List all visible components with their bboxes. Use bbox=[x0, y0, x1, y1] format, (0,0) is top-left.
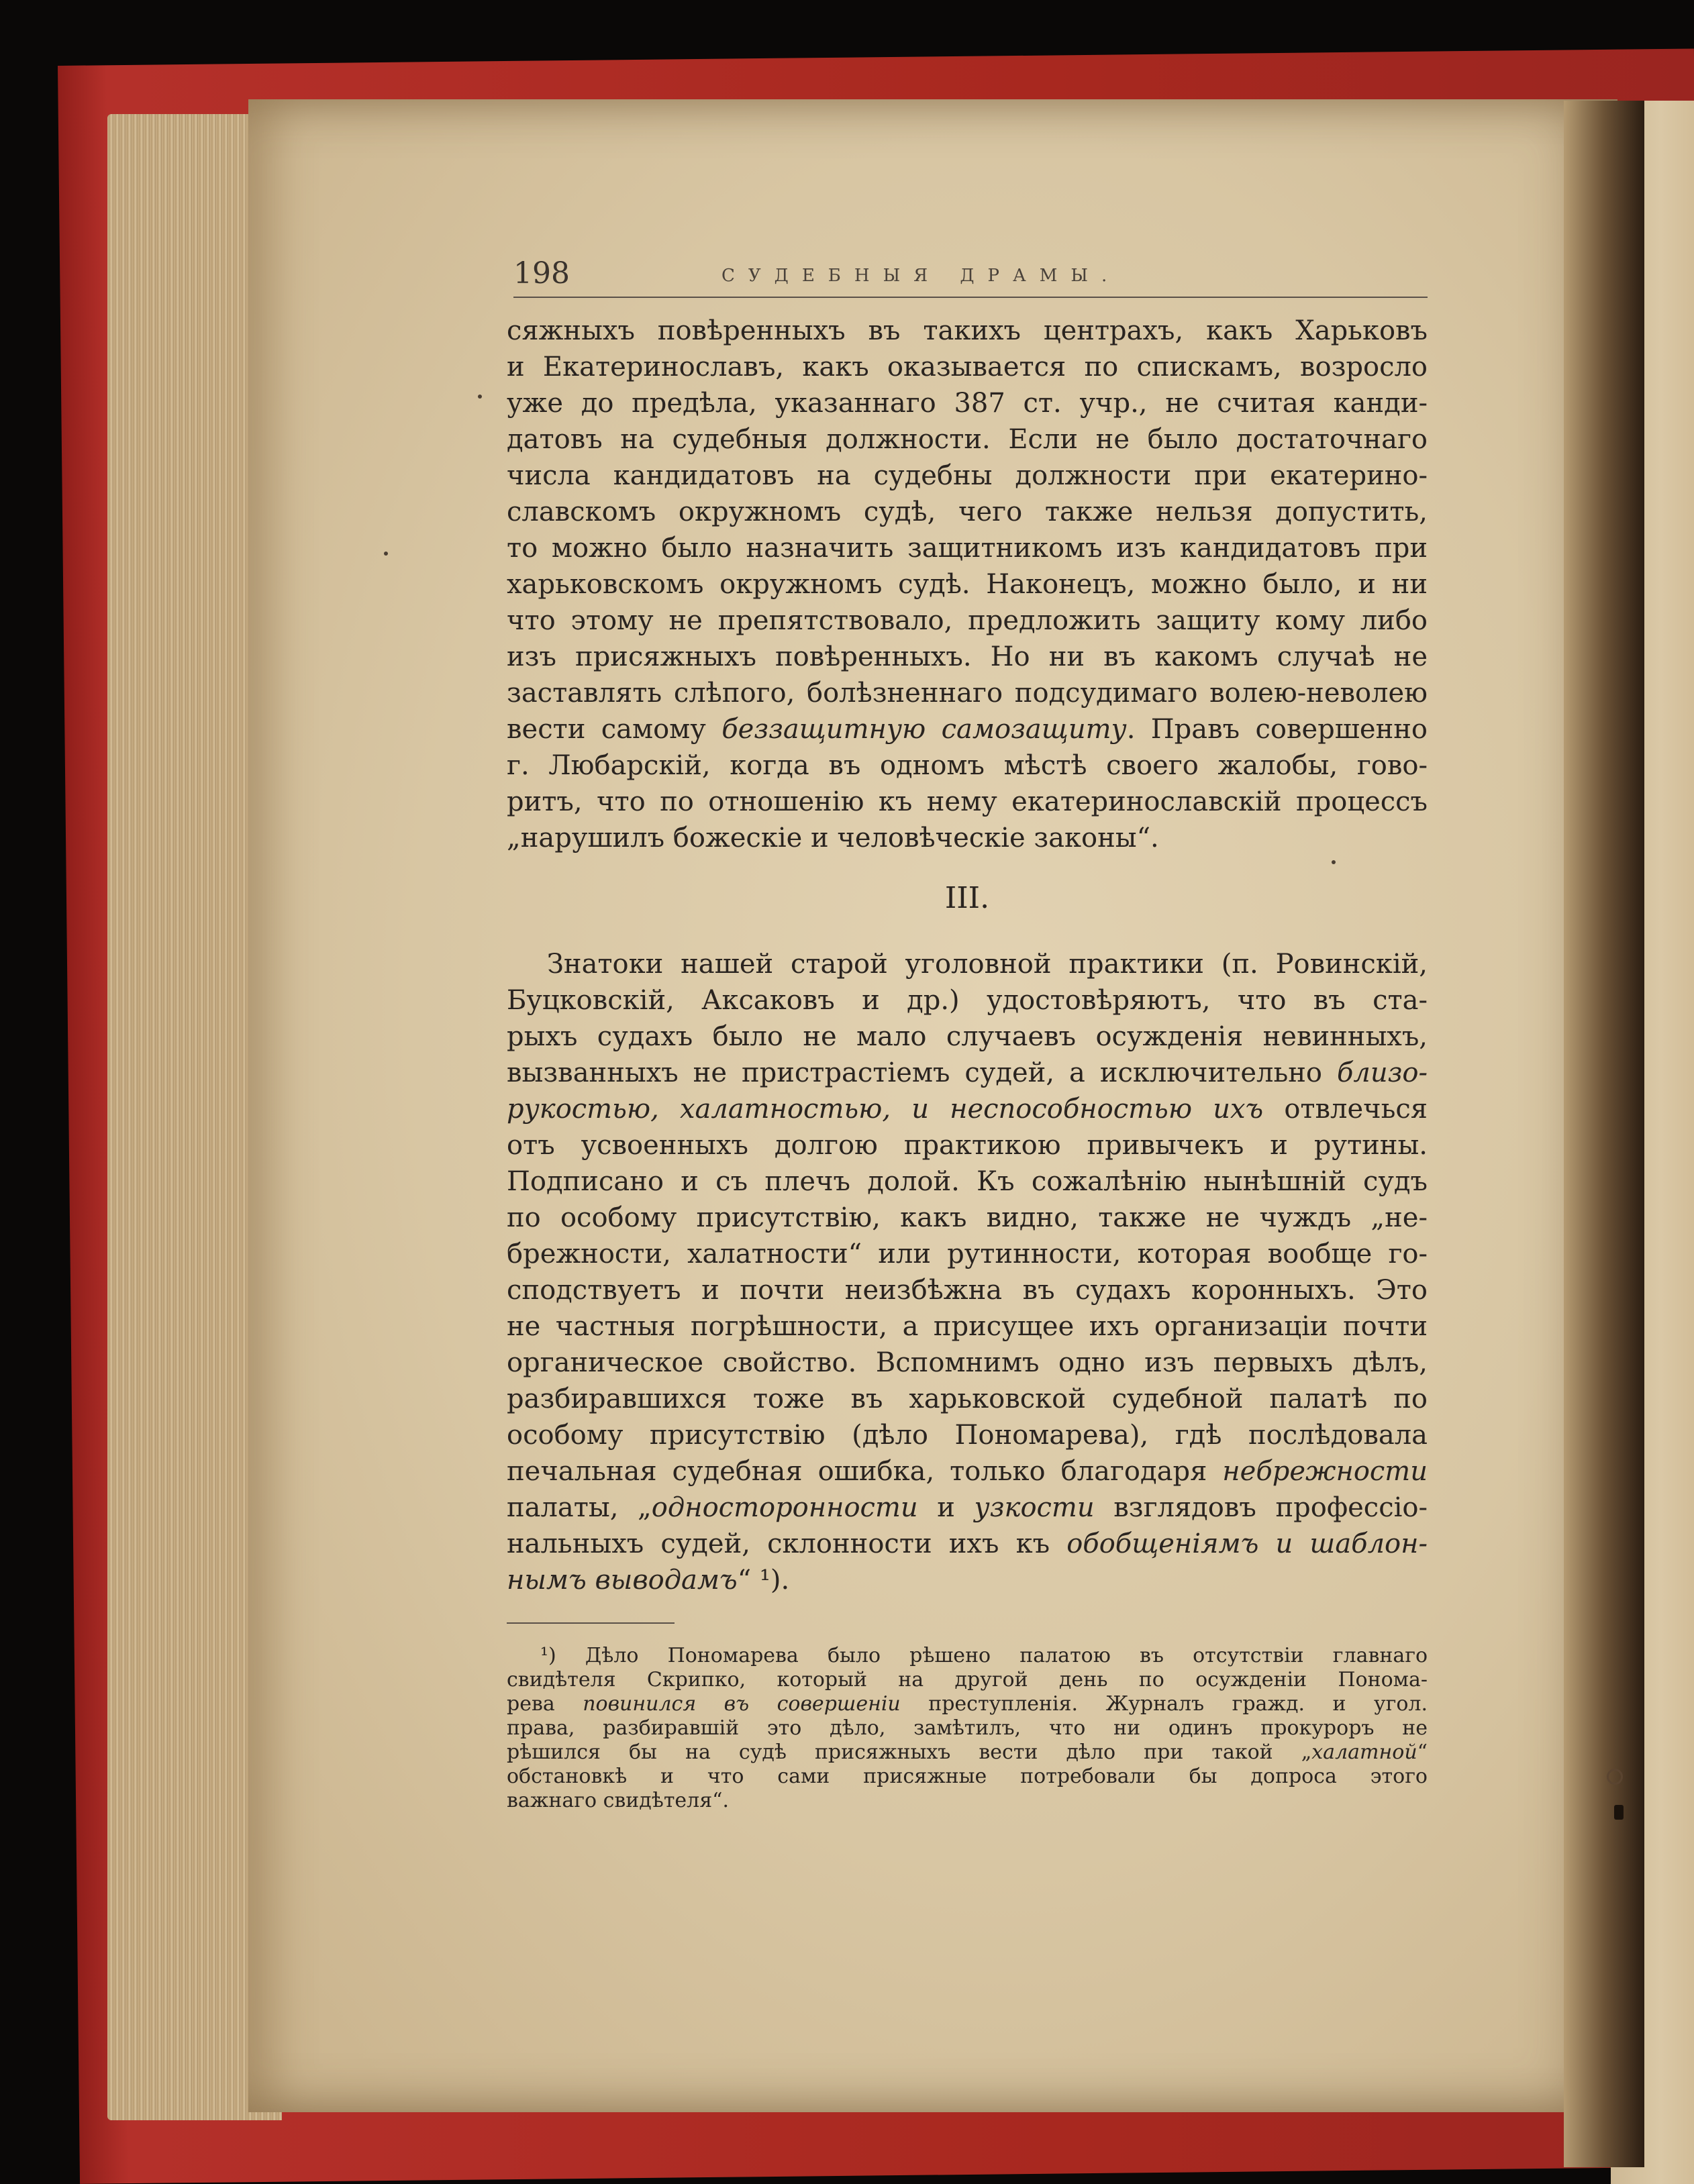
emphasis-text: повинился въ совершеніи bbox=[583, 1692, 901, 1716]
text-line: разбиравшихся тоже въ харьковской судебной палатѣ по bbox=[507, 1384, 1428, 1414]
text-line: то можно было назначить защитникомъ изъ кандидатовъ при bbox=[507, 533, 1428, 564]
page-number: 198 bbox=[513, 256, 570, 291]
gutter bbox=[1564, 101, 1644, 2167]
text-run: преступленія. Журналъ гражд. и угол. bbox=[900, 1692, 1428, 1716]
text-line: Буцковскій, Аксаковъ и др.) удостовѣряютъ, что въ ста- bbox=[507, 985, 1428, 1016]
text-line bbox=[507, 1453, 1428, 1490]
text-line: заставлять слѣпого, болѣзненнаго подсудимаго волею-неволею bbox=[507, 678, 1428, 709]
text-line bbox=[507, 1490, 1428, 1526]
page-mark bbox=[1607, 1769, 1623, 1785]
text-run: рѣшился бы на судѣ присяжныхъ вести дѣло при такой „ bbox=[507, 1740, 1312, 1764]
text-line: сяжныхъ повѣренныхъ въ такихъ центрахъ, какъ Харьковъ bbox=[507, 315, 1428, 346]
text-line bbox=[507, 1091, 1428, 1127]
text-line: уже до предѣла, указаннаго 387 ст. учр., не считая канди- bbox=[507, 388, 1428, 419]
text-line: не частныя погрѣшности, а присущее ихъ организаціи почти bbox=[507, 1311, 1428, 1342]
page-mark bbox=[1614, 1805, 1624, 1820]
footnote-line bbox=[507, 1692, 1428, 1716]
text-line: датовъ на судебныя должности. Если не было достаточнаго bbox=[507, 424, 1428, 455]
text-line bbox=[507, 1562, 1428, 1598]
text-run: и bbox=[917, 1492, 975, 1523]
emphasis-text: односторонности bbox=[651, 1492, 918, 1523]
text-line: сподствуетъ и почти неизбѣжна въ судахъ коронныхъ. Это bbox=[507, 1275, 1428, 1306]
text-line: органическое свойство. Вспомнимъ одно изъ первыхъ дѣлъ, bbox=[507, 1347, 1428, 1378]
paragraph-1 bbox=[507, 313, 1428, 856]
text-line: и Екатеринославъ, какъ оказывается по спискамъ, возросло bbox=[507, 352, 1428, 382]
text-run: рева bbox=[507, 1692, 583, 1716]
section-heading: III. bbox=[944, 881, 990, 915]
emphasis-text: нымъ выводамъ bbox=[507, 1565, 738, 1596]
text-run: вести самому bbox=[507, 714, 722, 745]
header-rule bbox=[513, 297, 1428, 298]
paragraph-2 bbox=[507, 946, 1428, 1598]
emphasis-text: халатной bbox=[1311, 1740, 1417, 1764]
speck bbox=[478, 395, 482, 399]
text-run: палаты, „ bbox=[507, 1492, 652, 1523]
text-run: . Правъ совершенно bbox=[1126, 714, 1428, 745]
text-line bbox=[507, 1526, 1428, 1562]
text-run: отвлечься bbox=[1263, 1094, 1428, 1125]
emphasis-text: близо- bbox=[1336, 1057, 1428, 1088]
footnote-line: ¹) Дѣло Пономарева было рѣшено палатою въ отсутствіи главнаго bbox=[540, 1644, 1428, 1667]
text-line: числа кандидатовъ на судебны должности при екатерино- bbox=[507, 460, 1428, 491]
text-run: печальная судебная ошибка, только благодаря bbox=[507, 1456, 1223, 1487]
text-line: брежности, халатности“ или рутинности, которая вообще го- bbox=[507, 1239, 1428, 1269]
running-title: СУДЕБНЫЯ ДРАМЫ. bbox=[721, 266, 1121, 286]
text-line: Подписано и съ плечъ долой. Къ сожалѣнію нынѣшній судъ bbox=[507, 1166, 1428, 1197]
emphasis-text: обобщеніямъ и шаблон- bbox=[1066, 1528, 1428, 1559]
text-run: вызванныхъ не пристрастіемъ судей, а исключительно bbox=[507, 1057, 1337, 1088]
text-run: нальныхъ судей, склонности ихъ къ bbox=[507, 1528, 1067, 1559]
text-run: взглядовъ профессіо- bbox=[1094, 1492, 1428, 1523]
text-line bbox=[507, 1055, 1428, 1091]
text-line: рыхъ судахъ было не мало случаевъ осужденія невинныхъ, bbox=[507, 1021, 1428, 1052]
speck bbox=[384, 552, 388, 556]
footnote-line bbox=[507, 1740, 1428, 1765]
text-line: „нарушилъ божескіе и человѣческіе законы“. bbox=[507, 823, 1159, 853]
text-line: харьковскомъ окружномъ судѣ. Наконецъ, можно было, и ни bbox=[507, 569, 1428, 600]
emphasis-text: рукостью, халатностью, и неспособностью ихъ bbox=[507, 1094, 1264, 1125]
text-line: славскомъ окружномъ судѣ, чего также нельзя допустить, bbox=[507, 497, 1428, 527]
footnote bbox=[507, 1644, 1428, 1813]
footnote-rule bbox=[507, 1622, 675, 1624]
text-line: г. Любарскій, когда въ одномъ мѣстѣ своего жалобы, гово- bbox=[507, 750, 1428, 781]
text-line: изъ присяжныхъ повѣренныхъ. Но ни въ какомъ случаѣ не bbox=[507, 641, 1428, 672]
text-line: по особому присутствію, какъ видно, также не чуждъ „не- bbox=[507, 1202, 1428, 1233]
text-line: что этому не препятствовало, предложить защиту кому либо bbox=[507, 605, 1428, 636]
emphasis-text: узкости bbox=[974, 1492, 1095, 1523]
text-run: “ bbox=[1417, 1740, 1428, 1764]
emphasis-text: небрежности bbox=[1222, 1456, 1428, 1487]
text-line: отъ усвоенныхъ долгою практикою привычекъ и рутины. bbox=[507, 1130, 1428, 1161]
text-line: Знатоки нашей старой уголовной практики (п. Ровинскій, bbox=[547, 949, 1428, 980]
footnote-line: свидѣтеля Скрипко, который на другой день по осужденіи Понома- bbox=[507, 1668, 1428, 1692]
text-line bbox=[507, 711, 1428, 747]
emphasis-text: беззащитную самозащиту bbox=[721, 714, 1127, 745]
text-block bbox=[507, 243, 1428, 1813]
running-head bbox=[507, 243, 1428, 290]
text-run: “ ¹). bbox=[737, 1565, 790, 1596]
text-line: особому присутствію (дѣло Пономарева), гдѣ послѣдовала bbox=[507, 1420, 1428, 1451]
footnote-line: обстановкѣ и что сами присяжные потребовали бы допроса этого bbox=[507, 1765, 1428, 1788]
footnote-line: права, разбиравшій это дѣло, замѣтилъ, что ни одинъ прокуроръ не bbox=[507, 1716, 1428, 1740]
text-line: ритъ, что по отношенію къ нему екатеринославскій процессъ bbox=[507, 786, 1428, 817]
footnote-line: важнаго свидѣтеля“. bbox=[507, 1789, 730, 1812]
